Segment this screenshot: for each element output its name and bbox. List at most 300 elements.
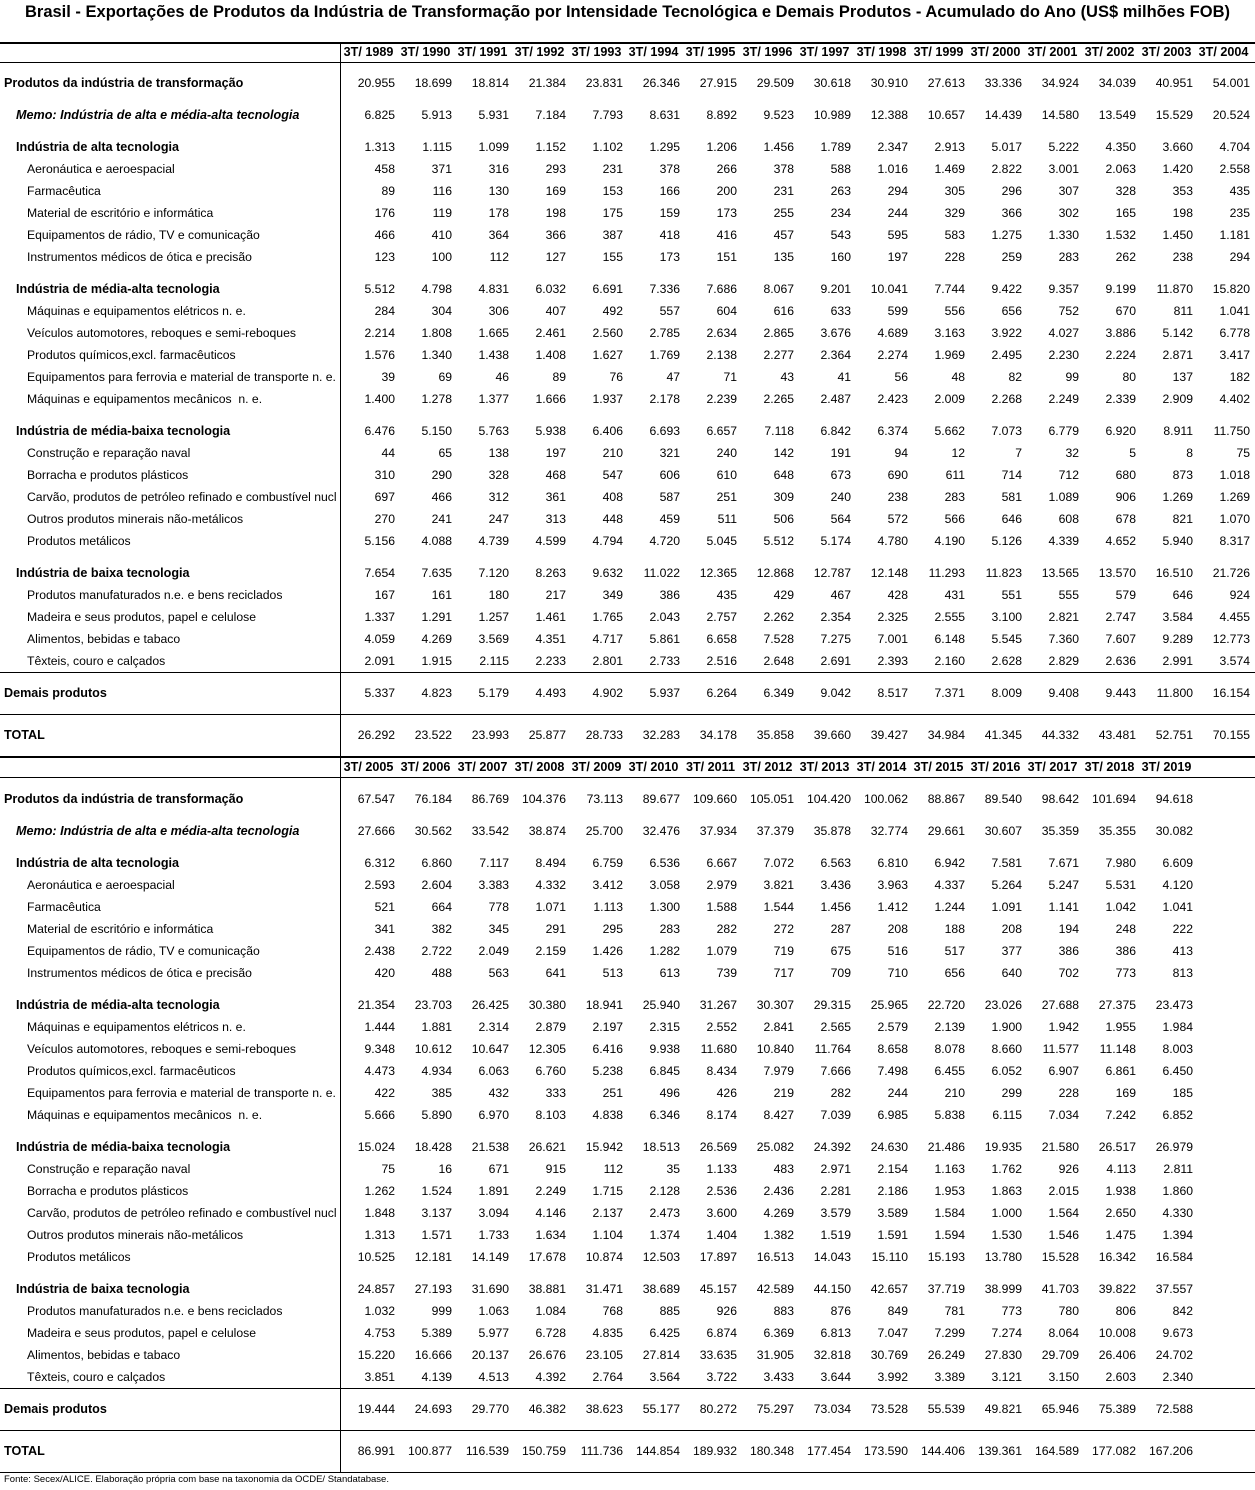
value-cell: 180.348	[749, 1444, 794, 1458]
value-cell: 4.088	[421, 534, 452, 548]
value-cell: 200	[716, 184, 737, 198]
column-header: 3T/ 2005	[343, 760, 394, 774]
value-cell: 4.838	[592, 1108, 623, 1122]
value-cell: 35.858	[756, 728, 794, 742]
value-cell: 1.666	[535, 392, 566, 406]
value-cell: 8.174	[706, 1108, 737, 1122]
value-cell: 3.412	[592, 878, 623, 892]
value-cell: 82	[1008, 370, 1022, 384]
value-cell: 1.456	[820, 900, 851, 914]
value-cell: 166	[659, 184, 680, 198]
column-header: 3T/ 2000	[970, 45, 1021, 59]
value-cell: 198	[1172, 206, 1193, 220]
value-cell: 6.691	[592, 282, 623, 296]
value-cell: 283	[1058, 250, 1079, 264]
value-cell: 27.613	[927, 76, 965, 90]
value-cell: 35.355	[1098, 824, 1136, 838]
value-cell: 9.632	[592, 566, 623, 580]
value-cell: 4.190	[934, 534, 965, 548]
value-cell: 104.376	[521, 792, 566, 806]
value-cell: 238	[887, 490, 908, 504]
value-cell: 6.970	[478, 1108, 509, 1122]
value-cell: 1.530	[991, 1228, 1022, 1242]
value-cell: 1.769	[649, 348, 680, 362]
value-cell: 6.369	[763, 1326, 794, 1340]
row-label: Alimentos, bebidas e tabaco	[27, 1348, 181, 1362]
value-cell: 116.539	[465, 1444, 509, 1458]
column-header: 3T/ 2011	[685, 760, 736, 774]
value-cell: 1.133	[706, 1162, 737, 1176]
value-cell: 241	[431, 512, 452, 526]
column-header: 3T/ 2014	[856, 760, 907, 774]
value-cell: 1.715	[592, 1184, 623, 1198]
value-cell: 238	[1172, 250, 1193, 264]
value-cell: 2.115	[479, 654, 509, 668]
column-header: 3T/ 2013	[799, 760, 850, 774]
row-label: Memo: Indústria de alta e média-alta tecnologia	[16, 824, 300, 838]
row-label: Outros produtos minerais não-metálicos	[27, 512, 244, 526]
row-label: TOTAL	[4, 728, 45, 742]
value-cell: 587	[659, 490, 680, 504]
value-cell: 6.032	[535, 282, 566, 296]
value-cell: 4.689	[877, 326, 908, 340]
value-cell: 251	[716, 490, 737, 504]
value-cell: 197	[887, 250, 908, 264]
value-cell: 671	[488, 1162, 509, 1176]
value-cell: 3.058	[649, 878, 680, 892]
value-cell: 26.346	[642, 76, 680, 90]
value-cell: 24.857	[357, 1282, 395, 1296]
value-cell: 17.897	[699, 1250, 737, 1264]
value-cell: 29.770	[471, 1402, 509, 1416]
value-cell: 296	[1001, 184, 1022, 198]
value-cell: 34.924	[1041, 76, 1079, 90]
column-header: 3T/ 2006	[400, 760, 451, 774]
value-cell: 73.528	[870, 1402, 908, 1416]
row-label: Indústria de baixa tecnologia	[16, 1282, 190, 1296]
value-cell: 2.636	[1105, 654, 1136, 668]
value-cell: 32.774	[870, 824, 908, 838]
value-cell: 69	[438, 370, 452, 384]
value-cell: 7.275	[820, 632, 851, 646]
row-label: Construção e reparação naval	[27, 1162, 191, 1176]
value-cell: 5.938	[535, 424, 566, 438]
value-cell: 739	[716, 966, 737, 980]
value-cell: 161	[431, 588, 452, 602]
value-cell: 7.979	[763, 1064, 794, 1078]
value-cell: 2.560	[592, 326, 623, 340]
value-cell: 1.860	[1162, 1184, 1193, 1198]
value-cell: 10.840	[756, 1042, 794, 1056]
value-cell: 1.891	[478, 1184, 509, 1198]
value-cell: 773	[1001, 1304, 1022, 1318]
value-cell: 999	[431, 1304, 452, 1318]
value-cell: 435	[1229, 184, 1250, 198]
value-cell: 5.861	[649, 632, 680, 646]
value-cell: 173.590	[863, 1444, 908, 1458]
row-label: Indústria de média-alta tecnologia	[16, 282, 220, 296]
value-cell: 2.879	[535, 1020, 566, 1034]
value-cell: 32.476	[642, 824, 680, 838]
value-cell: 9.673	[1162, 1326, 1193, 1340]
value-cell: 2.733	[649, 654, 680, 668]
value-cell: 262	[1115, 250, 1136, 264]
value-cell: 781	[944, 1304, 965, 1318]
value-cell: 33.542	[471, 824, 509, 838]
value-cell: 18.428	[414, 1140, 452, 1154]
row-label: Equipamentos de rádio, TV e comunicação	[27, 944, 260, 958]
value-cell: 2.648	[763, 654, 794, 668]
value-cell: 595	[887, 228, 908, 242]
value-cell: 656	[944, 966, 965, 980]
value-cell: 130	[488, 184, 509, 198]
value-cell: 1.382	[763, 1228, 794, 1242]
value-cell: 266	[716, 162, 737, 176]
value-cell: 26.569	[699, 1140, 737, 1154]
value-cell: 294	[887, 184, 908, 198]
value-cell: 111.736	[580, 1444, 623, 1458]
value-cell: 1.848	[364, 1206, 395, 1220]
value-cell: 1.665	[478, 326, 509, 340]
row-label: Veículos automotores, reboques e semi-reboques	[27, 326, 296, 340]
value-cell: 39	[381, 370, 395, 384]
value-cell: 1.115	[422, 140, 452, 154]
value-cell: 8.103	[535, 1108, 566, 1122]
row-label: Aeronáutica e aeroespacial	[27, 162, 175, 176]
value-cell: 284	[374, 304, 395, 318]
value-cell: 29.509	[756, 76, 794, 90]
value-cell: 105.051	[749, 792, 794, 806]
value-cell: 7.607	[1105, 632, 1136, 646]
value-cell: 8	[1186, 446, 1193, 460]
value-cell: 604	[716, 304, 737, 318]
value-cell: 8.317	[1219, 534, 1250, 548]
value-cell: 9.289	[1162, 632, 1193, 646]
value-cell: 371	[431, 162, 452, 176]
value-cell: 40.951	[1155, 76, 1193, 90]
value-cell: 7.034	[1048, 1108, 1079, 1122]
value-cell: 4.780	[877, 534, 908, 548]
value-cell: 778	[488, 900, 509, 914]
value-cell: 37.379	[756, 824, 794, 838]
value-cell: 1.041	[1162, 900, 1193, 914]
value-cell: 15.024	[357, 1140, 395, 1154]
value-cell: 9.199	[1105, 282, 1136, 296]
value-cell: 3.600	[706, 1206, 737, 1220]
value-cell: 155	[602, 250, 623, 264]
value-cell: 873	[1172, 468, 1193, 482]
value-cell: 610	[716, 468, 737, 482]
value-cell: 1.099	[478, 140, 509, 154]
value-cell: 41.703	[1041, 1282, 1079, 1296]
value-cell: 2.186	[877, 1184, 908, 1198]
row-label: Equipamentos de rádio, TV e comunicação	[27, 228, 260, 242]
value-cell: 1.584	[934, 1206, 965, 1220]
value-cell: 8.067	[763, 282, 794, 296]
value-cell: 15.529	[1155, 108, 1193, 122]
value-cell: 3.821	[763, 878, 794, 892]
value-cell: 7.528	[763, 632, 794, 646]
value-cell: 6.842	[820, 424, 851, 438]
value-cell: 915	[545, 1162, 566, 1176]
value-cell: 26.517	[1098, 1140, 1136, 1154]
row-label: Indústria de média-baixa tecnologia	[16, 424, 231, 438]
value-cell: 4.339	[1048, 534, 1079, 548]
value-cell: 94.618	[1155, 792, 1193, 806]
value-cell: 25.877	[528, 728, 566, 742]
value-cell: 26.621	[528, 1140, 566, 1154]
value-cell: 15.820	[1212, 282, 1250, 296]
divider-line	[0, 777, 1255, 778]
value-cell: 1.576	[364, 348, 395, 362]
value-cell: 27.915	[699, 76, 737, 90]
value-cell: 283	[944, 490, 965, 504]
value-cell: 2.197	[592, 1020, 623, 1034]
value-cell: 4.794	[592, 534, 623, 548]
value-cell: 16.513	[756, 1250, 794, 1264]
value-cell: 1.089	[1048, 490, 1079, 504]
value-cell: 599	[887, 304, 908, 318]
value-cell: 231	[602, 162, 623, 176]
value-cell: 21.726	[1212, 566, 1250, 580]
row-label: Borracha e produtos plásticos	[27, 1184, 189, 1198]
value-cell: 26.292	[357, 728, 395, 742]
value-cell: 2.249	[535, 1184, 566, 1198]
value-cell: 8.064	[1048, 1326, 1079, 1340]
value-cell: 12.388	[870, 108, 908, 122]
value-cell: 7.299	[934, 1326, 965, 1340]
divider-line	[0, 1430, 1255, 1431]
value-cell: 8.434	[706, 1064, 737, 1078]
value-cell: 86.769	[471, 792, 509, 806]
value-cell: 7.635	[421, 566, 452, 580]
value-cell: 4.332	[535, 878, 566, 892]
value-cell: 1.450	[1162, 228, 1193, 242]
value-cell: 6.860	[421, 856, 452, 870]
value-cell: 43.481	[1098, 728, 1136, 742]
value-cell: 137	[1172, 370, 1193, 384]
value-cell: 1.984	[1162, 1020, 1193, 1034]
value-cell: 8.009	[991, 686, 1022, 700]
value-cell: 2.558	[1219, 162, 1250, 176]
value-cell: 2.991	[1162, 654, 1193, 668]
value-cell: 305	[944, 184, 965, 198]
value-cell: 6.825	[364, 108, 395, 122]
value-cell: 7.666	[820, 1064, 851, 1078]
value-cell: 1.808	[421, 326, 452, 340]
value-cell: 6.942	[934, 856, 965, 870]
value-cell: 228	[944, 250, 965, 264]
value-cell: 5.389	[421, 1326, 452, 1340]
value-cell: 20.524	[1212, 108, 1250, 122]
value-cell: 3.137	[421, 1206, 452, 1220]
value-cell: 142	[773, 446, 794, 460]
value-cell: 1.102	[592, 140, 623, 154]
value-cell: 3.417	[1219, 348, 1250, 362]
value-cell: 25.940	[642, 998, 680, 1012]
value-cell: 8.078	[934, 1042, 965, 1056]
value-cell: 2.822	[991, 162, 1022, 176]
value-cell: 1.594	[934, 1228, 965, 1242]
value-cell: 6.861	[1105, 1064, 1136, 1078]
value-cell: 101.694	[1091, 792, 1136, 806]
value-cell: 173	[659, 250, 680, 264]
value-cell: 2.049	[478, 944, 509, 958]
value-cell: 5.150	[421, 424, 452, 438]
value-cell: 27.666	[357, 824, 395, 838]
value-cell: 71	[723, 370, 737, 384]
value-cell: 65.946	[1041, 1402, 1079, 1416]
value-cell: 1.915	[421, 654, 452, 668]
value-cell: 3.579	[820, 1206, 851, 1220]
value-cell: 248	[1115, 922, 1136, 936]
value-cell: 4.337	[934, 878, 965, 892]
value-cell: 885	[659, 1304, 680, 1318]
value-cell: 710	[887, 966, 908, 980]
column-header: 3T/ 2009	[571, 760, 622, 774]
value-cell: 6.920	[1105, 424, 1136, 438]
value-cell: 6.406	[592, 424, 623, 438]
value-cell: 7.001	[877, 632, 908, 646]
value-cell: 1.942	[1048, 1020, 1079, 1034]
value-cell: 6.845	[649, 1064, 680, 1078]
value-cell: 4.902	[592, 686, 623, 700]
value-cell: 11.148	[1099, 1042, 1136, 1056]
value-cell: 1.041	[1219, 304, 1250, 318]
column-header: 3T/ 1991	[457, 45, 508, 59]
value-cell: 2.461	[535, 326, 566, 340]
value-cell: 302	[1058, 206, 1079, 220]
value-cell: 5.238	[592, 1064, 623, 1078]
value-cell: 2.340	[1162, 1370, 1193, 1384]
value-cell: 9.357	[1048, 282, 1079, 296]
value-cell: 611	[945, 468, 965, 482]
value-cell: 299	[1001, 1086, 1022, 1100]
value-cell: 378	[659, 162, 680, 176]
value-cell: 2.650	[1105, 1206, 1136, 1220]
value-cell: 44.150	[813, 1282, 851, 1296]
value-cell: 244	[887, 1086, 908, 1100]
value-cell: 10.989	[813, 108, 851, 122]
value-cell: 1.141	[1048, 900, 1079, 914]
value-cell: 6.658	[706, 632, 737, 646]
value-cell: 566	[944, 512, 965, 526]
value-cell: 7.498	[877, 1064, 908, 1078]
value-cell: 5.179	[478, 686, 509, 700]
value-cell: 4.392	[535, 1370, 566, 1384]
value-cell: 24.630	[870, 1140, 908, 1154]
value-cell: 1.000	[991, 1206, 1022, 1220]
value-cell: 15.110	[871, 1250, 908, 1264]
value-cell: 38.881	[528, 1282, 566, 1296]
value-cell: 517	[944, 944, 965, 958]
value-cell: 30.082	[1155, 824, 1193, 838]
value-cell: 1.269	[1162, 490, 1193, 504]
value-cell: 5.931	[478, 108, 509, 122]
column-header: 3T/ 1993	[571, 45, 622, 59]
value-cell: 7.371	[934, 686, 965, 700]
value-cell: 2.495	[991, 348, 1022, 362]
row-label: Aeronáutica e aeroespacial	[27, 878, 175, 892]
value-cell: 14.580	[1041, 108, 1079, 122]
value-cell: 3.584	[1162, 610, 1193, 624]
value-cell: 11.750	[1213, 424, 1250, 438]
value-cell: 293	[545, 162, 566, 176]
value-cell: 1.953	[934, 1184, 965, 1198]
value-cell: 1.244	[934, 900, 965, 914]
column-header: 3T/ 1996	[742, 45, 793, 59]
value-cell: 2.159	[535, 944, 566, 958]
value-cell: 21.538	[471, 1140, 509, 1154]
value-cell: 10.612	[414, 1042, 452, 1056]
value-cell: 6.779	[1048, 424, 1079, 438]
value-cell: 6.985	[877, 1108, 908, 1122]
value-cell: 5.247	[1048, 878, 1079, 892]
column-header: 3T/ 2007	[457, 760, 508, 774]
value-cell: 169	[545, 184, 566, 198]
value-cell: 75.389	[1098, 1402, 1136, 1416]
value-cell: 690	[887, 468, 908, 482]
value-cell: 23.703	[414, 998, 452, 1012]
value-cell: 1.269	[1219, 490, 1250, 504]
value-cell: 37.934	[699, 824, 737, 838]
row-label: Indústria de média-baixa tecnologia	[16, 1140, 231, 1154]
value-cell: 188	[944, 922, 965, 936]
value-cell: 2.154	[877, 1162, 908, 1176]
value-cell: 11.022	[643, 566, 680, 580]
value-cell: 717	[773, 966, 794, 980]
value-cell: 270	[374, 512, 395, 526]
value-cell: 2.364	[820, 348, 851, 362]
value-cell: 11.680	[700, 1042, 737, 1056]
value-cell: 1.564	[1048, 1206, 1079, 1220]
value-cell: 12.503	[642, 1250, 680, 1264]
value-cell: 18.513	[642, 1140, 680, 1154]
value-cell: 1.181	[1219, 228, 1250, 242]
value-cell: 25.700	[585, 824, 623, 838]
value-cell: 12	[951, 446, 965, 460]
value-cell: 1.340	[421, 348, 452, 362]
value-cell: 4.704	[1219, 140, 1250, 154]
value-cell: 5.174	[820, 534, 851, 548]
value-cell: 19.444	[357, 1402, 395, 1416]
value-cell: 813	[1172, 966, 1193, 980]
value-cell: 2.579	[877, 1020, 908, 1034]
value-cell: 5.977	[478, 1326, 509, 1340]
value-cell: 2.423	[877, 392, 908, 406]
row-label: Produtos da indústria de transformação	[4, 76, 244, 90]
value-cell: 6.374	[877, 424, 908, 438]
row-label: TOTAL	[4, 1444, 45, 1458]
value-cell: 1.461	[535, 610, 566, 624]
value-cell: 1.444	[364, 1020, 395, 1034]
value-cell: 6.874	[706, 1326, 737, 1340]
value-cell: 6.416	[592, 1042, 623, 1056]
value-cell: 32.818	[813, 1348, 851, 1362]
value-cell: 1.524	[421, 1184, 452, 1198]
row-label: Construção e reparação naval	[27, 446, 191, 460]
value-cell: 11.577	[1042, 1042, 1079, 1056]
value-cell: 1.863	[991, 1184, 1022, 1198]
value-cell: 208	[1001, 922, 1022, 936]
value-cell: 23.473	[1155, 998, 1193, 1012]
value-cell: 55.539	[927, 1402, 965, 1416]
value-cell: 3.886	[1105, 326, 1136, 340]
value-cell: 180	[488, 588, 509, 602]
value-cell: 20.955	[357, 76, 395, 90]
value-cell: 420	[374, 966, 395, 980]
value-cell: 1.765	[592, 610, 623, 624]
